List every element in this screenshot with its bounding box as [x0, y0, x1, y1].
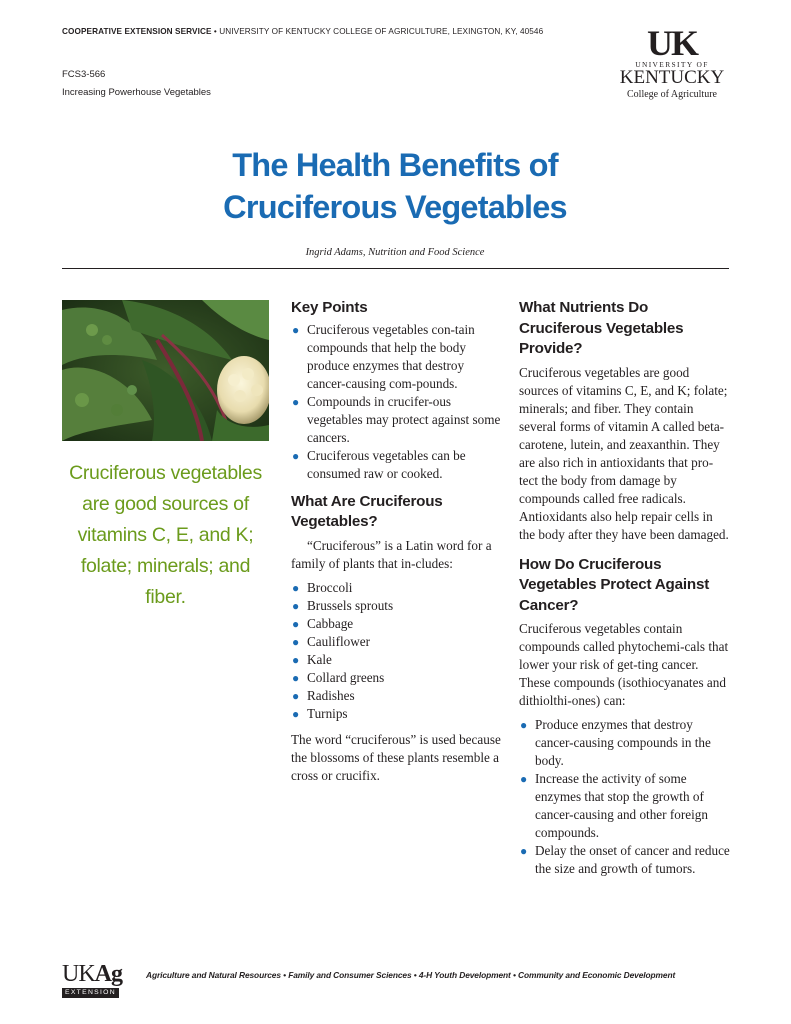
vegetable-name: Radishes: [307, 687, 355, 703]
uk-logo-university-of: UNIVERSITY OF: [635, 60, 709, 69]
bullet-icon: ●: [292, 652, 300, 667]
title-line-2: Cruciferous Vegetables: [223, 189, 567, 225]
bullet-icon: ●: [292, 598, 300, 613]
vegetable-name: Cabbage: [307, 615, 354, 631]
list-item: [291, 447, 501, 483]
what-are-outro: The word “cruciferous” is used because the blossoms of these plants resemble a cross or crucifix.: [291, 731, 501, 783]
list-item: [519, 770, 731, 842]
series-title: Increasing Powerhouse Vegetables: [62, 87, 211, 98]
uk-logo-mark: UK: [647, 23, 697, 63]
bullet-icon: ●: [292, 634, 300, 649]
bullet-icon: ●: [520, 718, 528, 732]
title-divider: [62, 268, 729, 269]
cancer-benefits-list: [519, 716, 731, 878]
key-points-heading: Key Points: [291, 299, 368, 316]
pull-quote: Cruciferous vegetables are good sources of vitamins C, E, and K; folate; minerals; and fiber.: [69, 462, 262, 608]
list-item: [291, 687, 501, 705]
list-item: [291, 669, 501, 687]
key-point-text: Cruciferous vegetables con-tain compounds that help the body produce enzymes that destroy cancer-causing com-pounds.: [307, 321, 475, 391]
benefit-text: Increase the activity of some enzymes that stop the growth of cancer-causing and other foreign compounds.: [535, 771, 708, 840]
list-item: [519, 716, 731, 770]
column-middle: [291, 298, 501, 785]
title-line-1: The Health Benefits of: [232, 147, 558, 183]
nutrients-body: Cruciferous vegetables are good sources of vitamins C, E, and K; folate; minerals; and fiber. They contain several forms of vitamin A called beta-carotene, lutein, and zeaxanthin. They are also rich in antioxidants that pro-tect the body from damage by compounds called free radicals. Antioxidants also help repair cells in the body after they have been damaged.: [519, 364, 729, 542]
ukag-extension-logo: [62, 962, 134, 998]
cruciferous-vegetables-photo: [62, 300, 269, 441]
list-item: [291, 321, 501, 393]
bullet-icon: ●: [292, 706, 300, 721]
list-item: [291, 615, 501, 633]
uk-college-logo: [610, 23, 734, 106]
list-item: [291, 393, 501, 447]
footer-programs: Agriculture and Natural Resources • Family and Consumer Sciences • 4-H Youth Development • Community and Economic Development: [146, 970, 676, 980]
vegetable-name: Kale: [307, 651, 332, 667]
what-are-heading: What Are Cruciferous Vegetables?: [291, 492, 443, 530]
vegetable-name: Broccoli: [307, 579, 353, 595]
benefit-text: Delay the onset of cancer and reduce the size and growth of tumors.: [535, 843, 730, 876]
uk-logo-college: College of Agriculture: [627, 89, 717, 100]
list-item: [291, 633, 501, 651]
what-are-intro: “Cruciferous” is a Latin word for a family of plants that in-cludes:: [291, 537, 492, 571]
bullet-icon: ●: [292, 580, 300, 595]
header-org-rest: • UNIVERSITY OF KENTUCKY COLLEGE OF AGRICULTURE, LEXINGTON, KY, 40546: [211, 27, 544, 36]
list-item: [291, 579, 501, 597]
bullet-icon: ●: [292, 322, 300, 337]
cancer-body: Cruciferous vegetables contain compounds called phytochemi-cals that lower your risk of get-ting cancer. These compounds (isothiocyanates and dithiolthi-ones) can:: [519, 621, 729, 708]
ukag-extension-label: EXTENSION: [62, 988, 119, 998]
bullet-icon: ●: [292, 670, 300, 685]
vegetables-list: [291, 579, 501, 723]
list-item: [291, 705, 501, 723]
uk-logo-kentucky: KENTUCKY: [619, 67, 725, 88]
vegetables-illustration: [62, 300, 269, 441]
publication-number: FCS3-566: [62, 69, 106, 80]
column-right: [519, 298, 731, 878]
page-title: [120, 144, 670, 228]
bullet-icon: ●: [292, 616, 300, 631]
vegetable-name: Cauliflower: [307, 633, 370, 649]
bullet-icon: ●: [520, 844, 528, 858]
vegetable-name: Turnips: [307, 705, 348, 721]
header-org-bold: COOPERATIVE EXTENSION SERVICE: [62, 27, 212, 36]
cancer-heading: How Do Cruciferous Vegetables Protect Against Cancer?: [519, 555, 710, 614]
bullet-icon: ●: [292, 394, 300, 409]
list-item: [291, 597, 501, 615]
bullet-icon: ●: [292, 688, 300, 703]
bullet-icon: ●: [520, 772, 528, 786]
list-item: [291, 651, 501, 669]
key-point-text: Cruciferous vegetables can be consumed raw or cooked.: [307, 447, 466, 481]
header-org-line: [62, 27, 543, 36]
vegetable-name: Collard greens: [307, 669, 385, 685]
ukag-ag: Ag: [94, 961, 123, 987]
bullet-icon: ●: [292, 448, 300, 463]
key-point-text: Compounds in crucifer-ous vegetables may protect against some cancers.: [307, 393, 501, 445]
key-points-list: [291, 321, 501, 483]
author-line: Ingrid Adams, Nutrition and Food Science: [305, 247, 485, 258]
nutrients-heading: What Nutrients Do Cruciferous Vegetables Provide?: [519, 299, 684, 357]
list-item: [519, 842, 731, 878]
benefit-text: Produce enzymes that destroy cancer-causing compounds in the body.: [535, 717, 711, 768]
ukag-uk: UK: [62, 961, 95, 987]
ukag-wordmark: [62, 962, 134, 986]
vegetable-name: Brussels sprouts: [307, 597, 394, 613]
